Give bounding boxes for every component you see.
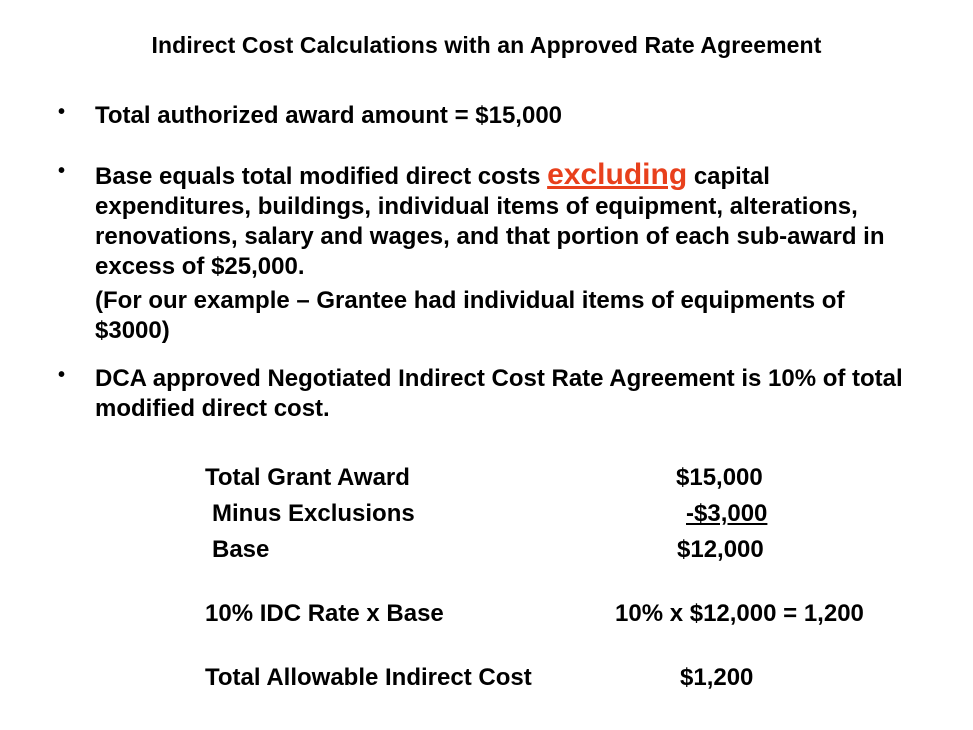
bullet-text-start: Base equals total modified direct costs bbox=[95, 163, 548, 190]
bullet-text: DCA approved Negotiated Indirect Cost Rate Agreement is 10% of total modified direct cost. bbox=[95, 365, 903, 422]
bullet-text-end: capital expenditures, buildings, individual items of equipment, alterations, renovations, salary and wages, and that portion of each sub-award in excess of $25,000. bbox=[95, 163, 885, 280]
grant-award-value: $15,000 bbox=[676, 464, 763, 491]
bullet-marker: • bbox=[58, 101, 66, 123]
base-value: $12,000 bbox=[677, 536, 764, 563]
rate-label: 10% IDC Rate x Base bbox=[205, 600, 444, 627]
total-indirect-value: $1,200 bbox=[680, 664, 754, 691]
slide-title: Indirect Cost Calculations with an Approved Rate Agreement bbox=[151, 32, 822, 58]
bullet-text: Total authorized award amount = $15,000 bbox=[95, 102, 563, 129]
bullet-marker: • bbox=[58, 160, 66, 182]
total-indirect-label: Total Allowable Indirect Cost bbox=[205, 664, 532, 691]
example-note: (For our example – Grantee had individual items of equipments of $3000) bbox=[95, 287, 845, 344]
grant-award-label: Total Grant Award bbox=[205, 464, 410, 491]
rate-value: 10% x $12,000 = 1,200 bbox=[615, 600, 864, 627]
exclusions-label: Minus Exclusions bbox=[212, 500, 415, 527]
excluding-emphasis: excluding bbox=[547, 158, 688, 191]
bullet-marker: • bbox=[58, 364, 66, 386]
exclusions-value: -$3,000 bbox=[686, 500, 768, 527]
bullet-text bbox=[95, 160, 925, 282]
base-label: Base bbox=[212, 536, 270, 563]
